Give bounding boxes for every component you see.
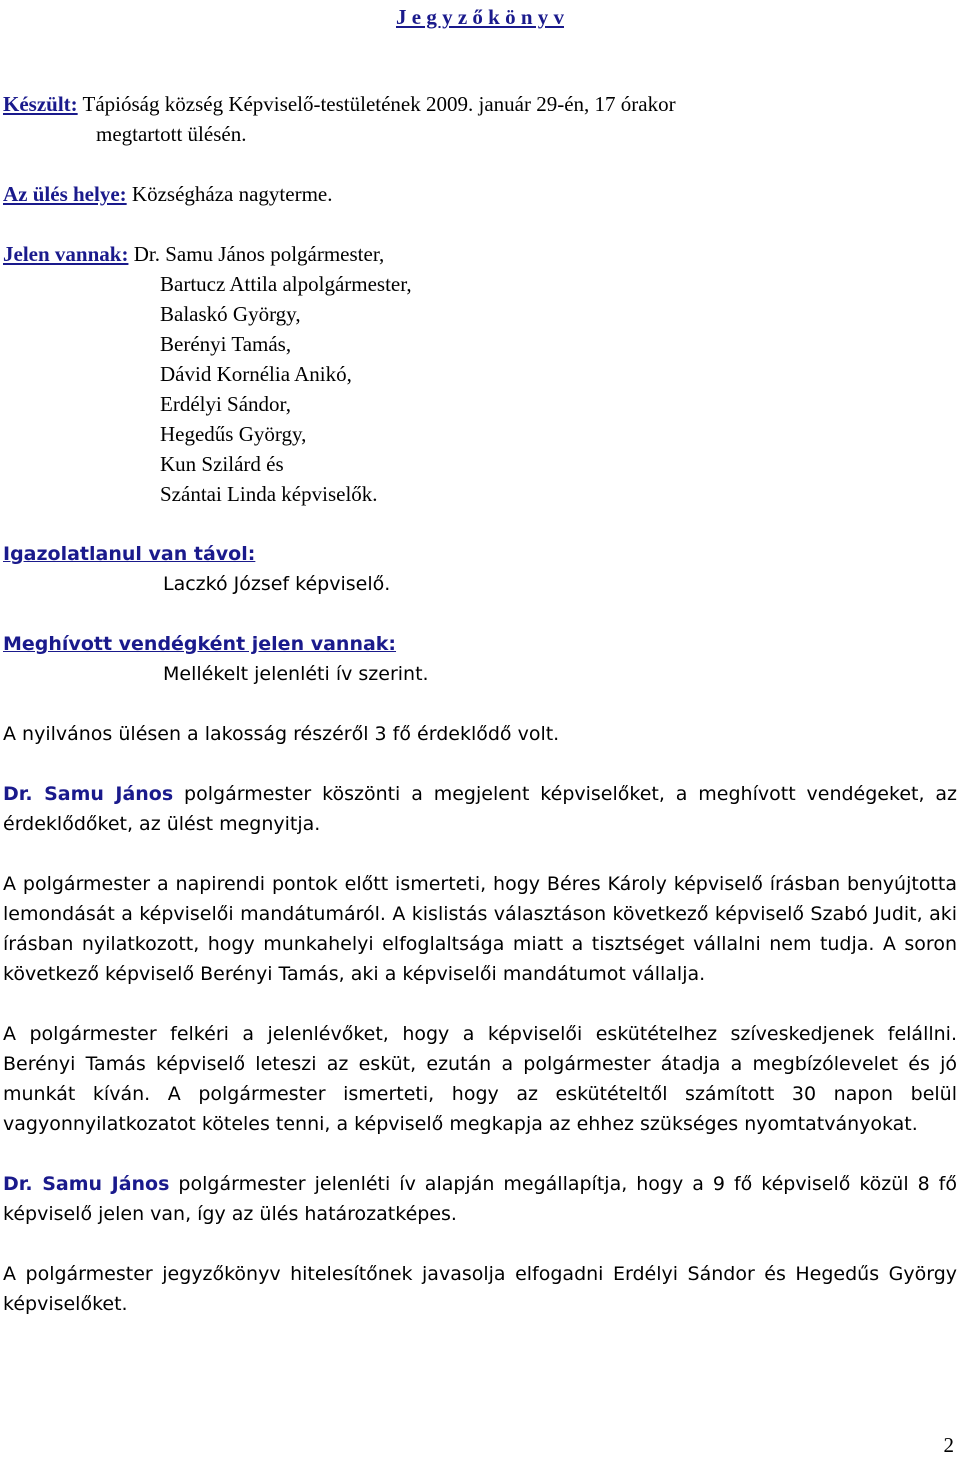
helye-row: [3, 179, 957, 209]
mayor-name: Dr. Samu János: [3, 1173, 170, 1195]
jelen-item: Bartucz Attila alpolgármester,: [160, 272, 412, 296]
document-page: [3, 0, 957, 1319]
vendeg-text: Mellékelt jelenléti ív szerint.: [163, 663, 429, 685]
jelen-item: Kun Szilárd és: [160, 452, 284, 476]
jelen-label: Jelen vannak:: [3, 242, 129, 266]
keszult-row: [3, 89, 957, 119]
tavol-text: Laczkó József képviselő.: [163, 573, 391, 595]
document-title: J e g y z ő k ö n y v: [396, 5, 564, 29]
vendeg-label: Meghívott vendégként jelen vannak:: [3, 633, 397, 655]
paragraph-text: polgármester köszönti a megjelent képviselőket, a meghívott vendégeket, az érdeklődőket, az ülést megnyitja.: [3, 783, 957, 835]
jelen-item: Szántai Linda képviselők.: [160, 482, 378, 506]
jelen-item: Hegedűs György,: [160, 422, 307, 446]
jelen-item: Erdélyi Sándor,: [160, 392, 291, 416]
jelen-item: Berényi Tamás,: [160, 332, 292, 356]
lakossag-text: A nyilvános ülésen a lakosság részéről 3 fő érdeklődő volt.: [3, 723, 560, 745]
jelen-list: [3, 269, 957, 509]
jelen-item: Dr. Samu János polgármester,: [133, 242, 385, 266]
paragraph-eskutetel: A polgármester felkéri a jelenlévőket, hogy a képviselői eskütételhez szíveskedjenek felállni. Berényi Tamás képviselő leteszi az esküt, ezután a polgármester átadja a megbízólevelet és jó munkát kíván. A polgármester ismerteti, hogy az eskütételtől számított 30 napon belül vagyonnyilatkozatot köteles tenni, a képviselő megkapja az ehhez szükséges nyomtatványokat.: [3, 1023, 957, 1135]
jelen-item: Balaskó György,: [160, 302, 301, 326]
keszult-text: Tápióság község Képviselő-testületének 2009. január 29-én, 17 órakor: [82, 92, 676, 116]
page-number: 2: [943, 1433, 954, 1457]
jelen-item: Dávid Kornélia Anikó,: [160, 362, 352, 386]
keszult-text-2: megtartott ülésén.: [96, 122, 247, 146]
vendeg-section: [3, 629, 957, 689]
paragraph-hatarozatkepes: [3, 1169, 957, 1229]
tavol-section: [3, 539, 957, 599]
helye-label: Az ülés helye:: [3, 182, 127, 206]
keszult-label: Készült:: [3, 92, 78, 116]
keszult-text-line2: [3, 119, 957, 149]
jelen-row: [3, 239, 957, 269]
paragraph-hitelesito: A polgármester jegyzőkönyv hitelesítőnek javasolja elfogadni Erdélyi Sándor és Hegedűs György képviselőket.: [3, 1263, 957, 1315]
paragraph-megnyitja: [3, 779, 957, 839]
mayor-name: Dr. Samu János: [3, 783, 174, 805]
paragraph-lemondas: A polgármester a napirendi pontok előtt ismerteti, hogy Béres Károly képviselő írásban benyújtotta lemondását a képviselői mandátumáról. A kislistás választáson következő képviselő Szabó Judit, aki írásban nyilatkozott, hogy munkahelyi elfoglaltsága miatt a tisztséget vállalni nem tudja. A soron következő képviselő Berényi Tamás, aki a képviselői mandátumot vállalja.: [3, 873, 957, 985]
helye-text: Községháza nagyterme.: [131, 182, 333, 206]
paragraph-text: polgármester jelenléti ív alapján megállapítja, hogy a 9 fő képviselő közül 8 fő képviselő jelen van, így az ülés határozatképes.: [3, 1173, 957, 1225]
tavol-label: Igazolatlanul van távol:: [3, 543, 256, 565]
